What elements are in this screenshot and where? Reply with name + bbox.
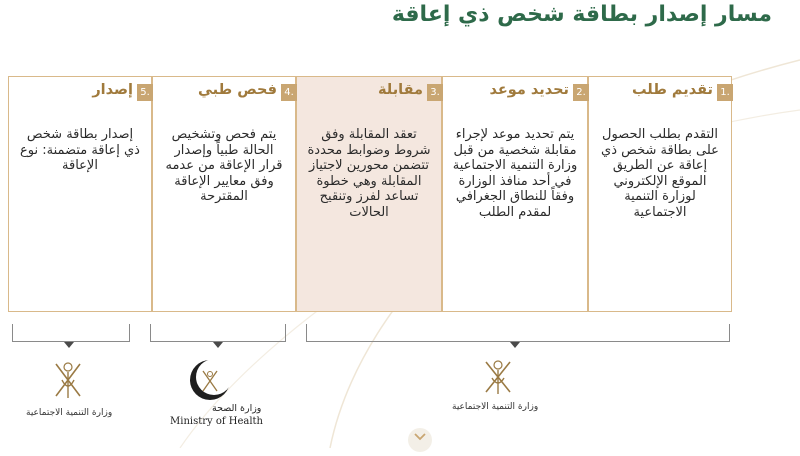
step-1-number: 1. (717, 84, 733, 101)
step-4-panel (152, 76, 296, 312)
bracket-steps-1-3 (306, 324, 730, 342)
step-5-title: إصدار (92, 82, 133, 98)
step-2-number: 2. (573, 84, 589, 101)
bracket-step-5 (12, 324, 130, 342)
step-4-title: فحص طبي (197, 82, 277, 98)
step-4-number: 4. (281, 84, 297, 101)
step-3-title: مقابلة (377, 82, 423, 98)
step-5-number: 5. (137, 84, 153, 101)
health-logo-english: Ministry of Health (170, 416, 263, 427)
step-2-body: يتم تحديد موعد لإجراء مقابلة شخصية من قبل وزارة التنمية الاجتماعية في أحد منافذ الوزارة وفقاً للنطاق الجغرافي لمقدم الطلب (452, 127, 578, 220)
health-logo-arabic: وزارة الصحة (212, 403, 262, 414)
page-title: مسار إصدار بطاقة شخص ذي إعاقة (391, 2, 772, 27)
health-crescent-icon (187, 357, 233, 403)
step-5-body: إصدار بطاقة شخص ذي إعاقة متضمنة: نوع الإعاقة (20, 127, 140, 173)
step-1-title: تقديم طلب (631, 82, 713, 98)
step-1-body: التقدم بطلب الحصول على بطاقة شخص ذي إعاقة عن الطريق الموقع الإلكتروني لوزارة التنمية الاجتماعية (601, 127, 719, 220)
arrow-down-icon (408, 428, 432, 452)
bracket-step-4 (150, 324, 286, 342)
scroll-down-button[interactable] (408, 428, 432, 452)
step-5-panel (8, 76, 152, 312)
step-3-number: 3. (427, 84, 443, 101)
bracket-steps-1-3-pointer (510, 342, 520, 348)
step-3-panel (296, 76, 442, 312)
social-development-emblem-icon (48, 358, 88, 402)
step-2-title: تحديد موعد (489, 82, 569, 98)
social-development-logo-text-left: وزارة التنمية الاجتماعية (26, 408, 113, 418)
step-2-panel (442, 76, 588, 312)
social-development-logo-text-right: وزارة التنمية الاجتماعية (452, 402, 539, 412)
step-3-body: تعقد المقابلة وفق شروط وضوابط محددة تتضمن محورين لاجتياز المقابلة وهي خطوة تساعد لفرز وتنقيح الحالات (307, 127, 431, 220)
bracket-step-5-pointer (64, 342, 74, 348)
step-4-body: يتم فحص وتشخيص الحالة طبياً وإصدار قرار الإعاقة من عدمه وفق معايير الإعاقة المقترحة (165, 127, 283, 204)
step-1-panel (588, 76, 732, 312)
social-development-emblem-icon-right (478, 356, 518, 398)
bracket-step-4-pointer (213, 342, 223, 348)
